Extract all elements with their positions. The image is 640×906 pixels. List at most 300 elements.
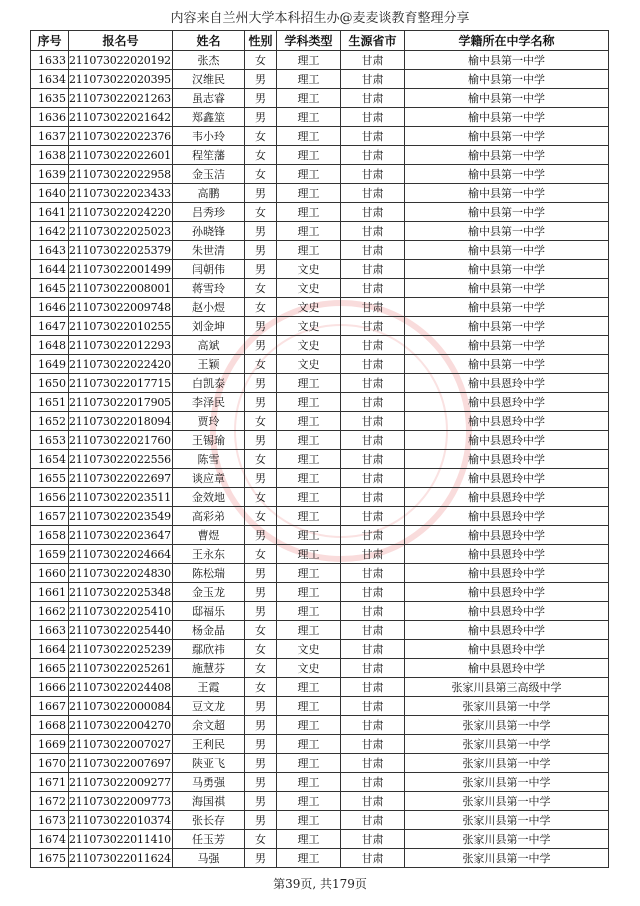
gender-cell: 男 [245,469,277,488]
registration-number-cell: 211073022022556 [69,450,173,469]
school-name-cell: 榆中县恩玲中学 [405,583,609,602]
province-cell: 甘肃 [341,298,405,317]
province-cell: 甘肃 [341,260,405,279]
subject-type-cell: 理工 [277,374,341,393]
student-name-cell: 孙晓锋 [173,222,245,241]
province-cell: 甘肃 [341,450,405,469]
province-cell: 甘肃 [341,716,405,735]
school-name-cell: 榆中县第一中学 [405,260,609,279]
registration-number-cell: 211073022007697 [69,754,173,773]
province-cell: 甘肃 [341,222,405,241]
school-name-cell: 榆中县恩玲中学 [405,545,609,564]
school-name-cell: 榆中县第一中学 [405,51,609,70]
table-row [31,317,609,336]
header-name: 姓名 [173,31,245,51]
student-name-cell: 虽志睿 [173,89,245,108]
table-row [31,89,609,108]
subject-type-cell: 理工 [277,431,341,450]
gender-cell: 男 [245,241,277,260]
student-name-cell: 高斌 [173,336,245,355]
subject-type-cell: 理工 [277,70,341,89]
gender-cell: 男 [245,754,277,773]
row-index-cell: 1653 [31,431,69,450]
student-name-cell: 汉维民 [173,70,245,89]
subject-type-cell: 理工 [277,602,341,621]
gender-cell: 女 [245,545,277,564]
gender-cell: 男 [245,89,277,108]
province-cell: 甘肃 [341,241,405,260]
school-name-cell: 榆中县第一中学 [405,317,609,336]
table-row [31,127,609,146]
subject-type-cell: 理工 [277,203,341,222]
province-cell: 甘肃 [341,792,405,811]
table-row [31,716,609,735]
table-header-row [31,31,609,51]
gender-cell: 男 [245,716,277,735]
student-name-cell: 高鹏 [173,184,245,203]
school-name-cell: 张家川县第一中学 [405,792,609,811]
province-cell: 甘肃 [341,754,405,773]
student-name-cell: 杨金晶 [173,621,245,640]
registration-number-cell: 211073022008001 [69,279,173,298]
registration-number-cell: 211073022017715 [69,374,173,393]
school-name-cell: 张家川县第一中学 [405,735,609,754]
gender-cell: 男 [245,526,277,545]
subject-type-cell: 理工 [277,678,341,697]
registration-number-cell: 211073022021642 [69,108,173,127]
student-name-cell: 王霞 [173,678,245,697]
province-cell: 甘肃 [341,621,405,640]
registration-number-cell: 211073022009277 [69,773,173,792]
school-name-cell: 榆中县第一中学 [405,279,609,298]
row-index-cell: 1675 [31,849,69,868]
row-index-cell: 1670 [31,754,69,773]
student-name-cell: 王永东 [173,545,245,564]
subject-type-cell: 文史 [277,279,341,298]
row-index-cell: 1667 [31,697,69,716]
table-row [31,526,609,545]
page-footer: 第39页, 共179页 [273,877,367,891]
school-name-cell: 榆中县恩玲中学 [405,374,609,393]
row-index-cell: 1661 [31,583,69,602]
province-cell: 甘肃 [341,735,405,754]
registration-number-cell: 211073022001499 [69,260,173,279]
registration-number-cell: 211073022007027 [69,735,173,754]
student-name-cell: 曹煜 [173,526,245,545]
school-name-cell: 张家川县第一中学 [405,849,609,868]
gender-cell: 女 [245,146,277,165]
subject-type-cell: 理工 [277,735,341,754]
student-name-cell: 张杰 [173,51,245,70]
student-name-cell: 金玉洁 [173,165,245,184]
gender-cell: 女 [245,127,277,146]
subject-type-cell: 理工 [277,222,341,241]
row-index-cell: 1668 [31,716,69,735]
row-index-cell: 1657 [31,507,69,526]
registration-number-cell: 211073022011410 [69,830,173,849]
subject-type-cell: 理工 [277,792,341,811]
gender-cell: 男 [245,336,277,355]
gender-cell: 男 [245,317,277,336]
gender-cell: 女 [245,621,277,640]
page-title: 内容来自兰州大学本科招生办@麦麦谈教育整理分享 [170,11,470,26]
gender-cell: 男 [245,393,277,412]
gender-cell: 男 [245,222,277,241]
student-name-cell: 韦小玲 [173,127,245,146]
table-row [31,70,609,89]
row-index-cell: 1648 [31,336,69,355]
table-row [31,602,609,621]
row-index-cell: 1634 [31,70,69,89]
student-name-cell: 吕秀珍 [173,203,245,222]
gender-cell: 女 [245,830,277,849]
table-row [31,735,609,754]
school-name-cell: 榆中县恩玲中学 [405,393,609,412]
school-name-cell: 榆中县第一中学 [405,336,609,355]
table-row [31,469,609,488]
row-index-cell: 1652 [31,412,69,431]
province-cell: 甘肃 [341,602,405,621]
subject-type-cell: 理工 [277,469,341,488]
gender-cell: 女 [245,659,277,678]
subject-type-cell: 理工 [277,165,341,184]
subject-type-cell: 理工 [277,830,341,849]
gender-cell: 女 [245,450,277,469]
registration-number-cell: 211073022022420 [69,355,173,374]
student-name-cell: 郑鑫筮 [173,108,245,127]
table-row [31,393,609,412]
gender-cell: 男 [245,583,277,602]
row-index-cell: 1663 [31,621,69,640]
subject-type-cell: 文史 [277,336,341,355]
row-index-cell: 1636 [31,108,69,127]
gender-cell: 男 [245,260,277,279]
student-name-cell: 金玉龙 [173,583,245,602]
table-row [31,507,609,526]
registration-number-cell: 211073022010374 [69,811,173,830]
registration-number-cell: 211073022011624 [69,849,173,868]
row-index-cell: 1665 [31,659,69,678]
table-row [31,583,609,602]
row-index-cell: 1674 [31,830,69,849]
student-name-cell: 陈松瑞 [173,564,245,583]
province-cell: 甘肃 [341,412,405,431]
table-row [31,51,609,70]
student-name-cell: 邸福乐 [173,602,245,621]
row-index-cell: 1635 [31,89,69,108]
row-index-cell: 1649 [31,355,69,374]
row-index-cell: 1666 [31,678,69,697]
province-cell: 甘肃 [341,431,405,450]
table-row [31,754,609,773]
province-cell: 甘肃 [341,583,405,602]
header-gender: 性别 [245,31,277,51]
province-cell: 甘肃 [341,545,405,564]
subject-type-cell: 理工 [277,811,341,830]
table-row [31,621,609,640]
school-name-cell: 榆中县恩玲中学 [405,488,609,507]
registration-number-cell: 211073022025261 [69,659,173,678]
row-index-cell: 1662 [31,602,69,621]
subject-type-cell: 文史 [277,640,341,659]
table-row [31,203,609,222]
registration-number-cell: 21107302202019​2 [69,51,173,70]
gender-cell: 女 [245,279,277,298]
student-name-cell: 鄢欣祎 [173,640,245,659]
gender-cell: 男 [245,792,277,811]
table-row [31,564,609,583]
row-index-cell: 1654 [31,450,69,469]
table-row [31,355,609,374]
student-name-cell: 刘金坤 [173,317,245,336]
row-index-cell: 1672 [31,792,69,811]
student-name-cell: 闫朝伟 [173,260,245,279]
row-index-cell: 1656 [31,488,69,507]
school-name-cell: 榆中县恩玲中学 [405,450,609,469]
gender-cell: 男 [245,602,277,621]
province-cell: 甘肃 [341,51,405,70]
table-row [31,811,609,830]
row-index-cell: 1659 [31,545,69,564]
gender-cell: 女 [245,488,277,507]
registration-number-cell: 211073022025410 [69,602,173,621]
subject-type-cell: 理工 [277,716,341,735]
registration-number-cell: 211073022022958 [69,165,173,184]
row-index-cell: 1646 [31,298,69,317]
row-index-cell: 1639 [31,165,69,184]
registration-number-cell: 211073022020395 [69,70,173,89]
table-row [31,849,609,868]
subject-type-cell: 文史 [277,317,341,336]
school-name-cell: 榆中县第一中学 [405,127,609,146]
school-name-cell: 榆中县恩玲中学 [405,659,609,678]
table-row [31,184,609,203]
row-index-cell: 1643 [31,241,69,260]
province-cell: 甘肃 [341,165,405,184]
province-cell: 甘肃 [341,317,405,336]
subject-type-cell: 理工 [277,184,341,203]
registration-number-cell: 211073022025239 [69,640,173,659]
student-name-cell: 王利民 [173,735,245,754]
province-cell: 甘肃 [341,488,405,507]
province-cell: 甘肃 [341,279,405,298]
subject-type-cell: 理工 [277,89,341,108]
subject-type-cell: 理工 [277,393,341,412]
school-name-cell: 张家川县第一中学 [405,830,609,849]
table-body [31,51,609,868]
table-row [31,697,609,716]
student-name-cell: 谈应章 [173,469,245,488]
province-cell: 甘肃 [341,697,405,716]
student-name-cell: 施慧芬 [173,659,245,678]
subject-type-cell: 文史 [277,659,341,678]
province-cell: 甘肃 [341,564,405,583]
registration-number-cell: 211073022024664 [69,545,173,564]
subject-type-cell: 文史 [277,298,341,317]
subject-type-cell: 理工 [277,51,341,70]
province-cell: 甘肃 [341,773,405,792]
student-name-cell: 张长存 [173,811,245,830]
province-cell: 甘肃 [341,640,405,659]
student-name-cell: 贾玲 [173,412,245,431]
school-name-cell: 榆中县第一中学 [405,70,609,89]
table-row [31,374,609,393]
subject-type-cell: 理工 [277,773,341,792]
subject-type-cell: 理工 [277,526,341,545]
school-name-cell: 榆中县第一中学 [405,146,609,165]
registration-number-cell: 211073022021263 [69,89,173,108]
table-row [31,222,609,241]
school-name-cell: 张家川县第一中学 [405,773,609,792]
registration-number-cell: 211073022009773 [69,792,173,811]
gender-cell: 女 [245,355,277,374]
school-name-cell: 榆中县恩玲中学 [405,602,609,621]
gender-cell: 女 [245,507,277,526]
header-index: 序号 [31,31,69,51]
province-cell: 甘肃 [341,849,405,868]
school-name-cell: 榆中县恩玲中学 [405,431,609,450]
gender-cell: 女 [245,640,277,659]
subject-type-cell: 文史 [277,260,341,279]
student-name-cell: 程笙藩 [173,146,245,165]
province-cell: 甘肃 [341,336,405,355]
student-name-cell: 任玉芳 [173,830,245,849]
student-name-cell: 余文超 [173,716,245,735]
student-name-cell: 海国祺 [173,792,245,811]
province-cell: 甘肃 [341,127,405,146]
row-index-cell: 1650 [31,374,69,393]
row-index-cell: 1660 [31,564,69,583]
table-row [31,260,609,279]
table-row [31,412,609,431]
student-name-cell: 王锡瑜 [173,431,245,450]
province-cell: 甘肃 [341,469,405,488]
table-row [31,241,609,260]
school-name-cell: 张家川县第一中学 [405,754,609,773]
row-index-cell: 1641 [31,203,69,222]
gender-cell: 男 [245,431,277,450]
school-name-cell: 榆中县第一中学 [405,203,609,222]
row-index-cell: 1671 [31,773,69,792]
registration-number-cell: 211073022000084 [69,697,173,716]
province-cell: 甘肃 [341,811,405,830]
table-row [31,830,609,849]
row-index-cell: 1640 [31,184,69,203]
table-row [31,431,609,450]
row-index-cell: 1651 [31,393,69,412]
student-name-cell: 王颖 [173,355,245,374]
school-name-cell: 张家川县第一中学 [405,697,609,716]
row-index-cell: 1669 [31,735,69,754]
row-index-cell: 1664 [31,640,69,659]
table-row [31,298,609,317]
school-name-cell: 榆中县第一中学 [405,108,609,127]
row-index-cell: 1673 [31,811,69,830]
header-school: 学籍所在中学名称 [405,31,609,51]
gender-cell: 男 [245,849,277,868]
subject-type-cell: 理工 [277,108,341,127]
province-cell: 甘肃 [341,526,405,545]
table-row [31,678,609,697]
row-index-cell: 1655 [31,469,69,488]
student-name-cell: 陈雪 [173,450,245,469]
school-name-cell: 榆中县恩玲中学 [405,507,609,526]
student-name-cell: 蒋雪玲 [173,279,245,298]
province-cell: 甘肃 [341,374,405,393]
registration-number-cell: 211073022023549 [69,507,173,526]
table-row [31,165,609,184]
gender-cell: 女 [245,678,277,697]
subject-type-cell: 理工 [277,545,341,564]
gender-cell: 女 [245,412,277,431]
gender-cell: 男 [245,811,277,830]
table-row [31,773,609,792]
subject-type-cell: 文史 [277,355,341,374]
row-index-cell: 1647 [31,317,69,336]
student-name-cell: 朱世清 [173,241,245,260]
subject-type-cell: 理工 [277,450,341,469]
registration-number-cell: 211073022025440 [69,621,173,640]
registration-number-cell: 211073022022697 [69,469,173,488]
registration-number-cell: 211073022023647 [69,526,173,545]
student-name-cell: 赵小煜 [173,298,245,317]
subject-type-cell: 理工 [277,564,341,583]
header-registration-number: 报名号 [69,31,173,51]
registration-number-cell: 211073022022601 [69,146,173,165]
table-row [31,659,609,678]
registration-number-cell: 211073022022376 [69,127,173,146]
subject-type-cell: 理工 [277,849,341,868]
school-name-cell: 榆中县恩玲中学 [405,469,609,488]
school-name-cell: 榆中县恩玲中学 [405,412,609,431]
subject-type-cell: 理工 [277,241,341,260]
subject-type-cell: 理工 [277,507,341,526]
student-name-cell: 马勇强 [173,773,245,792]
subject-type-cell: 理工 [277,146,341,165]
gender-cell: 男 [245,108,277,127]
table-row [31,450,609,469]
registration-number-cell: 211073022025023 [69,222,173,241]
gender-cell: 男 [245,735,277,754]
subject-type-cell: 理工 [277,488,341,507]
student-name-cell: 豆文龙 [173,697,245,716]
registration-number-cell: 211073022024408 [69,678,173,697]
registration-number-cell: 211073022024830 [69,564,173,583]
school-name-cell: 张家川县第一中学 [405,716,609,735]
registration-number-cell: 211073022018094 [69,412,173,431]
subject-type-cell: 理工 [277,583,341,602]
registration-number-cell: 211073022025348 [69,583,173,602]
province-cell: 甘肃 [341,108,405,127]
row-index-cell: 1637 [31,127,69,146]
province-cell: 甘肃 [341,659,405,678]
table-row [31,279,609,298]
school-name-cell: 榆中县恩玲中学 [405,621,609,640]
student-name-cell: 金效地 [173,488,245,507]
registration-number-cell: 211073022010255 [69,317,173,336]
student-name-cell: 陕亚飞 [173,754,245,773]
province-cell: 甘肃 [341,830,405,849]
subject-type-cell: 理工 [277,412,341,431]
registration-number-cell: 211073022024220 [69,203,173,222]
school-name-cell: 张家川县第一中学 [405,811,609,830]
school-name-cell: 榆中县第一中学 [405,355,609,374]
province-cell: 甘肃 [341,393,405,412]
school-name-cell: 榆中县恩玲中学 [405,640,609,659]
student-name-cell: 高彩弟 [173,507,245,526]
school-name-cell: 榆中县第一中学 [405,241,609,260]
province-cell: 甘肃 [341,70,405,89]
